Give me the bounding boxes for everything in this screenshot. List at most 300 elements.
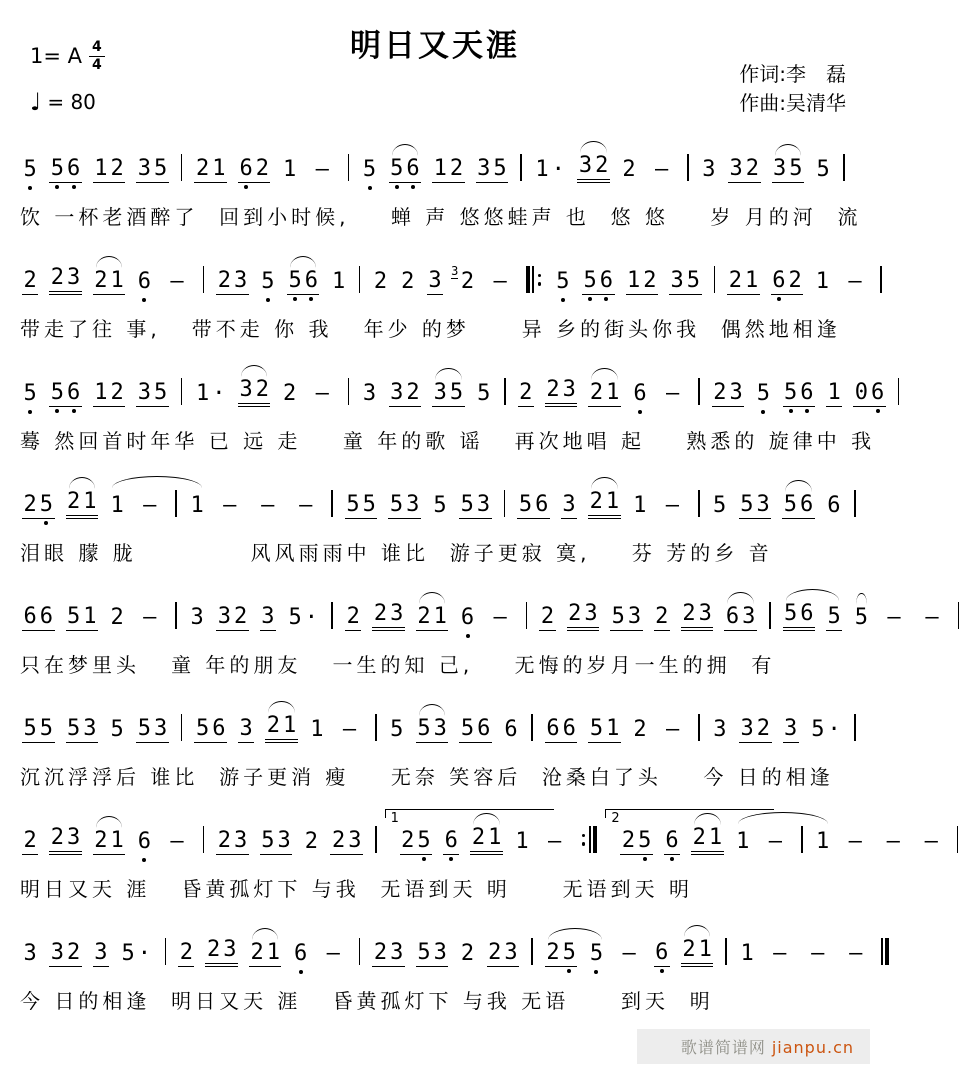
note-number xyxy=(517,494,550,519)
note-digit: 3 xyxy=(154,716,168,741)
note-digit: 6 xyxy=(304,268,318,293)
note-digit: 1 xyxy=(94,156,108,181)
note-digit: 5 xyxy=(756,381,770,406)
repeat-dots-icon xyxy=(582,834,586,846)
note-digit: 3 xyxy=(233,268,248,293)
note-number xyxy=(771,270,804,295)
note xyxy=(739,494,772,519)
lyrics-row: 只在梦里头 童 年的朋友 一生的知 己, 无悔的岁月一生的拥 有 xyxy=(20,653,776,677)
note xyxy=(22,159,38,183)
note xyxy=(470,827,503,855)
note-number xyxy=(330,271,346,295)
note-number xyxy=(459,718,492,743)
barline xyxy=(520,154,522,183)
note-digit: 1 xyxy=(190,493,204,518)
barline xyxy=(181,378,183,407)
note-digit: 3 xyxy=(406,492,420,517)
note-digit: 2 xyxy=(110,605,124,630)
note-number xyxy=(567,603,600,631)
music-line xyxy=(20,907,863,1019)
note xyxy=(588,491,621,519)
slur-group xyxy=(249,942,282,967)
note-number xyxy=(309,719,325,743)
barline xyxy=(504,378,506,407)
note xyxy=(109,607,125,631)
note-digit: 1 xyxy=(110,268,124,293)
note xyxy=(216,495,243,519)
note xyxy=(49,382,82,407)
note-number xyxy=(136,382,169,407)
note-digit: 1 xyxy=(195,381,210,406)
note-digit: — xyxy=(665,493,679,518)
note-digit: 3 xyxy=(233,828,248,853)
note-number xyxy=(804,943,831,967)
music-line xyxy=(20,795,938,907)
note xyxy=(555,271,571,295)
slur-group xyxy=(389,158,422,183)
note-digit: · xyxy=(551,157,565,182)
note-digit: — xyxy=(143,493,157,518)
slur-group xyxy=(772,158,805,183)
note-number xyxy=(588,943,604,967)
note xyxy=(545,718,578,743)
note-digit: 3 xyxy=(390,380,404,405)
note-number xyxy=(281,159,297,183)
note-digit: 2 xyxy=(50,825,64,850)
note-number xyxy=(194,718,227,743)
barline xyxy=(531,938,533,967)
note-number xyxy=(66,718,99,743)
note-digit: 5 xyxy=(121,941,135,966)
note-number xyxy=(727,270,760,295)
note xyxy=(49,942,82,967)
note-digit: 3 xyxy=(476,492,491,517)
note-digit: 3 xyxy=(504,940,518,965)
note xyxy=(826,495,842,519)
note xyxy=(22,830,38,855)
note xyxy=(432,382,465,407)
note-digit: 5 xyxy=(154,380,168,405)
note-digit: 2 xyxy=(217,828,231,853)
note-digit: 3 xyxy=(477,156,491,181)
note xyxy=(205,939,238,967)
note xyxy=(416,718,449,743)
note-digit: 6 xyxy=(633,381,647,406)
note-digit: — xyxy=(654,157,669,182)
note xyxy=(739,943,755,967)
note-number xyxy=(361,159,377,183)
note-digit: 5 xyxy=(362,157,377,182)
note xyxy=(739,718,772,743)
note-digit: 5 xyxy=(50,156,64,181)
note-digit: 1 xyxy=(110,828,124,853)
note-digit: — xyxy=(665,717,680,742)
note xyxy=(400,271,416,295)
note-number xyxy=(669,270,702,295)
note-number xyxy=(49,267,82,295)
note-digit: 3 xyxy=(217,604,231,629)
note xyxy=(22,718,55,743)
note xyxy=(772,158,805,183)
note-digit: 1 xyxy=(488,825,502,850)
time-signature-denominator: 4 xyxy=(92,56,102,73)
note xyxy=(361,159,377,183)
note-number xyxy=(205,939,238,967)
note-digit: 3 xyxy=(784,716,798,741)
note-digit: 6 xyxy=(39,604,53,629)
note-number xyxy=(120,943,153,967)
note-digit: 5 xyxy=(784,380,798,405)
note-digit: 3 xyxy=(239,716,253,741)
song-title: 明日又天涯 xyxy=(350,28,520,64)
music-line xyxy=(20,347,885,459)
note-digit: — xyxy=(170,829,184,854)
note-number xyxy=(712,719,728,743)
note-digit: 5 xyxy=(39,492,53,517)
note xyxy=(238,379,271,407)
note-number xyxy=(443,830,459,855)
note-number xyxy=(216,830,249,855)
note xyxy=(476,158,509,183)
note-number xyxy=(712,495,728,519)
note xyxy=(292,943,308,967)
note xyxy=(451,264,475,295)
note-number xyxy=(320,943,347,967)
note-number xyxy=(93,382,126,407)
slur-group xyxy=(588,382,621,407)
lyrics-row: 蓦 然回首时年华 已 远 走 童 年的歌 谣 再次地唱 起 熟悉的 旋律中 我 xyxy=(20,429,876,453)
note-number xyxy=(309,159,336,183)
note-digit: — xyxy=(223,493,237,518)
note-digit: 1 xyxy=(282,713,297,738)
note-digit: — xyxy=(299,493,313,518)
note xyxy=(427,270,443,295)
note-number xyxy=(372,271,388,295)
note-number xyxy=(826,495,842,519)
note-digit: — xyxy=(773,941,787,966)
note-digit: 6 xyxy=(535,492,549,517)
note-number xyxy=(432,158,465,183)
note-number xyxy=(109,607,125,631)
note-number xyxy=(216,606,249,631)
note-digit: — xyxy=(849,941,863,966)
note-number xyxy=(632,383,648,407)
note-digit: 5 xyxy=(417,828,431,853)
note-number xyxy=(728,158,761,183)
note-number xyxy=(287,270,320,295)
note-digit: 2 xyxy=(23,268,37,293)
note-digit: 6 xyxy=(67,380,81,405)
note xyxy=(880,831,907,855)
note-number xyxy=(739,943,755,967)
note-number xyxy=(842,831,869,855)
note-digit: 3 xyxy=(23,941,37,966)
note-digit: 1 xyxy=(698,937,712,962)
note xyxy=(728,158,761,183)
note-digit: — xyxy=(887,605,901,630)
note xyxy=(632,495,648,519)
slur-group xyxy=(416,718,449,743)
barline xyxy=(957,826,959,855)
barline xyxy=(359,266,361,295)
note-digit: 1 xyxy=(94,380,108,405)
note-number xyxy=(427,270,443,295)
note-digit: 1 xyxy=(740,941,754,966)
note-digit: 2 xyxy=(682,937,696,962)
note-number xyxy=(853,382,886,407)
note xyxy=(216,606,249,631)
note-digit: 2 xyxy=(417,604,431,629)
note xyxy=(691,827,724,855)
note-digit: · xyxy=(827,717,841,742)
note-digit: 3 xyxy=(742,604,756,629)
barline xyxy=(725,938,727,967)
music-line xyxy=(20,235,862,347)
lyrics-row: 泪眼 朦 胧 风风雨雨中 谁比 游子更寂 寞, 芬 芳的乡 音 xyxy=(20,541,773,565)
note xyxy=(136,271,152,295)
note-digit: 2 xyxy=(546,940,560,965)
barline xyxy=(769,602,771,631)
note-digit: 6 xyxy=(406,156,420,181)
note-number xyxy=(588,718,621,743)
note-number xyxy=(664,830,680,855)
note xyxy=(189,607,205,631)
note-number xyxy=(249,942,282,967)
note xyxy=(815,159,831,183)
note xyxy=(664,830,680,855)
note-digit: 3 xyxy=(729,156,743,181)
note-number xyxy=(691,827,724,855)
note-number xyxy=(701,159,717,183)
note xyxy=(842,943,869,967)
note-number xyxy=(582,270,615,295)
site-url-link[interactable]: jianpu.cn xyxy=(771,1038,854,1057)
key-time-tempo-block xyxy=(30,40,105,116)
note-number xyxy=(783,382,816,407)
note-digit: 3 xyxy=(562,492,576,517)
note-digit: 3 xyxy=(702,157,716,182)
note-digit: 5 xyxy=(460,492,474,517)
note-number xyxy=(853,607,869,631)
note-number xyxy=(459,271,475,295)
note xyxy=(545,942,578,967)
barline xyxy=(854,714,856,743)
note-digit: 2 xyxy=(266,713,280,738)
barline xyxy=(331,602,333,631)
note-digit: — xyxy=(622,941,636,966)
slur-group xyxy=(287,270,320,295)
note-digit: 5 xyxy=(288,605,302,630)
note-number xyxy=(49,382,82,407)
note-number xyxy=(459,494,492,519)
note-digit: 2 xyxy=(233,604,248,629)
note-digit: — xyxy=(315,157,329,182)
note-number xyxy=(487,271,514,295)
note-digit: 3 xyxy=(390,940,404,965)
note-digit: — xyxy=(326,941,340,966)
note-number xyxy=(345,606,361,631)
note xyxy=(389,719,405,743)
note xyxy=(632,383,648,407)
footer-watermark xyxy=(637,1029,870,1064)
slur-group xyxy=(470,827,503,855)
note xyxy=(712,382,745,407)
slur-group xyxy=(577,155,610,183)
note-digit: 2 xyxy=(67,489,81,514)
note xyxy=(238,718,254,743)
note-number xyxy=(254,495,281,519)
note-number xyxy=(238,718,254,743)
note xyxy=(626,270,659,295)
note-digit: 1 xyxy=(83,489,97,514)
note-digit: 3 xyxy=(627,604,642,629)
note-digit: 3 xyxy=(137,156,151,181)
note-digit: 2 xyxy=(713,380,727,405)
note-digit: 6 xyxy=(827,493,841,518)
note-number xyxy=(577,155,610,183)
note xyxy=(681,603,714,631)
note-number xyxy=(22,606,55,631)
note xyxy=(771,270,804,295)
note xyxy=(287,607,320,631)
notes-row xyxy=(20,123,850,189)
note-number xyxy=(136,158,169,183)
note-number xyxy=(309,383,336,407)
note xyxy=(841,271,868,295)
note-digit: 3 xyxy=(729,380,743,405)
note-digit: — xyxy=(848,269,862,294)
barline xyxy=(898,378,900,407)
note-digit: 2 xyxy=(23,492,37,517)
note-digit: 3 xyxy=(578,153,593,178)
note-digit: 1 xyxy=(633,493,647,518)
note-digit: 6 xyxy=(546,716,560,741)
note xyxy=(783,382,816,407)
note-digit: 2 xyxy=(217,268,231,293)
slur-group xyxy=(238,379,271,407)
note-digit: 3 xyxy=(83,716,97,741)
note-digit: 2 xyxy=(728,268,742,293)
note-digit: — xyxy=(886,829,900,854)
note-digit: 2 xyxy=(471,825,486,850)
note-digit: 6 xyxy=(665,828,679,853)
note-digit: 2 xyxy=(449,156,464,181)
note-number xyxy=(372,603,405,631)
note-digit: — xyxy=(170,269,184,294)
slur-group xyxy=(691,827,724,855)
note-number xyxy=(194,158,227,183)
note xyxy=(853,382,886,407)
note-number xyxy=(93,942,109,967)
note-digit: — xyxy=(261,493,275,518)
note-digit: 1 xyxy=(605,489,620,514)
note-digit: 5 xyxy=(390,717,404,742)
note-number xyxy=(345,494,378,519)
note xyxy=(804,943,831,967)
note-digit: 1 xyxy=(282,157,297,182)
note-number xyxy=(164,271,191,295)
note xyxy=(755,383,771,407)
note xyxy=(361,383,377,407)
note-digit: 5 xyxy=(638,828,652,853)
note-number xyxy=(632,495,648,519)
barline xyxy=(526,602,528,631)
note-number xyxy=(739,494,772,519)
note-digit: 6 xyxy=(477,716,491,741)
lyrics-row: 沉沉浮浮后 谁比 游子更消 瘦 无奈 笑容后 沧桑白了头 今 日的相逢 xyxy=(20,765,834,789)
note-number xyxy=(881,607,908,631)
note xyxy=(189,495,205,519)
note-number xyxy=(459,607,475,631)
note xyxy=(783,603,816,631)
note-number xyxy=(459,943,475,967)
note-digit: 3 xyxy=(277,828,291,853)
note-number xyxy=(610,606,643,631)
slur-group xyxy=(432,382,465,407)
slur-group xyxy=(783,603,843,631)
note-digit: — xyxy=(768,829,782,854)
volta-number: 1 xyxy=(390,811,399,826)
note-digit: — xyxy=(924,829,938,854)
note-digit: 6 xyxy=(800,492,814,517)
note-number xyxy=(766,943,793,967)
barline xyxy=(348,154,350,183)
note-digit: 5 xyxy=(816,157,830,182)
note xyxy=(93,382,126,407)
note-digit: 1 xyxy=(606,716,620,741)
note xyxy=(120,943,153,967)
note-number xyxy=(815,159,831,183)
note-digit: 2 xyxy=(756,716,770,741)
lyrics-row: 明日又天 涯 昏黄孤灯下 与我 无语到天 明 无语到天 明 xyxy=(20,877,694,901)
note-digit: 2 xyxy=(745,156,759,181)
note-digit: 2 xyxy=(331,828,346,853)
note xyxy=(216,270,249,295)
note xyxy=(22,383,38,407)
note xyxy=(654,606,670,631)
note-digit: 3 xyxy=(584,601,598,626)
note-number xyxy=(136,271,152,295)
note-digit: 1 xyxy=(627,268,641,293)
notes-row xyxy=(20,459,850,525)
slur-group xyxy=(681,939,714,967)
note xyxy=(826,382,842,407)
note xyxy=(49,827,82,855)
note xyxy=(648,159,675,183)
note-number xyxy=(432,495,448,519)
note xyxy=(400,830,433,855)
note-digit: 5 xyxy=(195,716,210,741)
note-number xyxy=(22,830,38,855)
note-digit: — xyxy=(665,381,680,406)
slur-group xyxy=(265,715,298,743)
note-number xyxy=(260,271,276,295)
note-digit: 2 xyxy=(406,380,420,405)
barline xyxy=(165,938,167,967)
note-digit: 2 xyxy=(519,380,533,405)
notes-row xyxy=(20,347,885,413)
note-number xyxy=(178,942,194,967)
note-digit: 5 xyxy=(433,493,447,518)
note-digit: 1 xyxy=(433,156,447,181)
note-number xyxy=(476,158,509,183)
note xyxy=(534,159,567,183)
note-digit: 3 xyxy=(670,268,684,293)
note-digit: 1 xyxy=(110,493,124,518)
note-digit: 2 xyxy=(373,269,388,294)
note-number xyxy=(783,603,816,631)
note-number xyxy=(22,943,38,967)
